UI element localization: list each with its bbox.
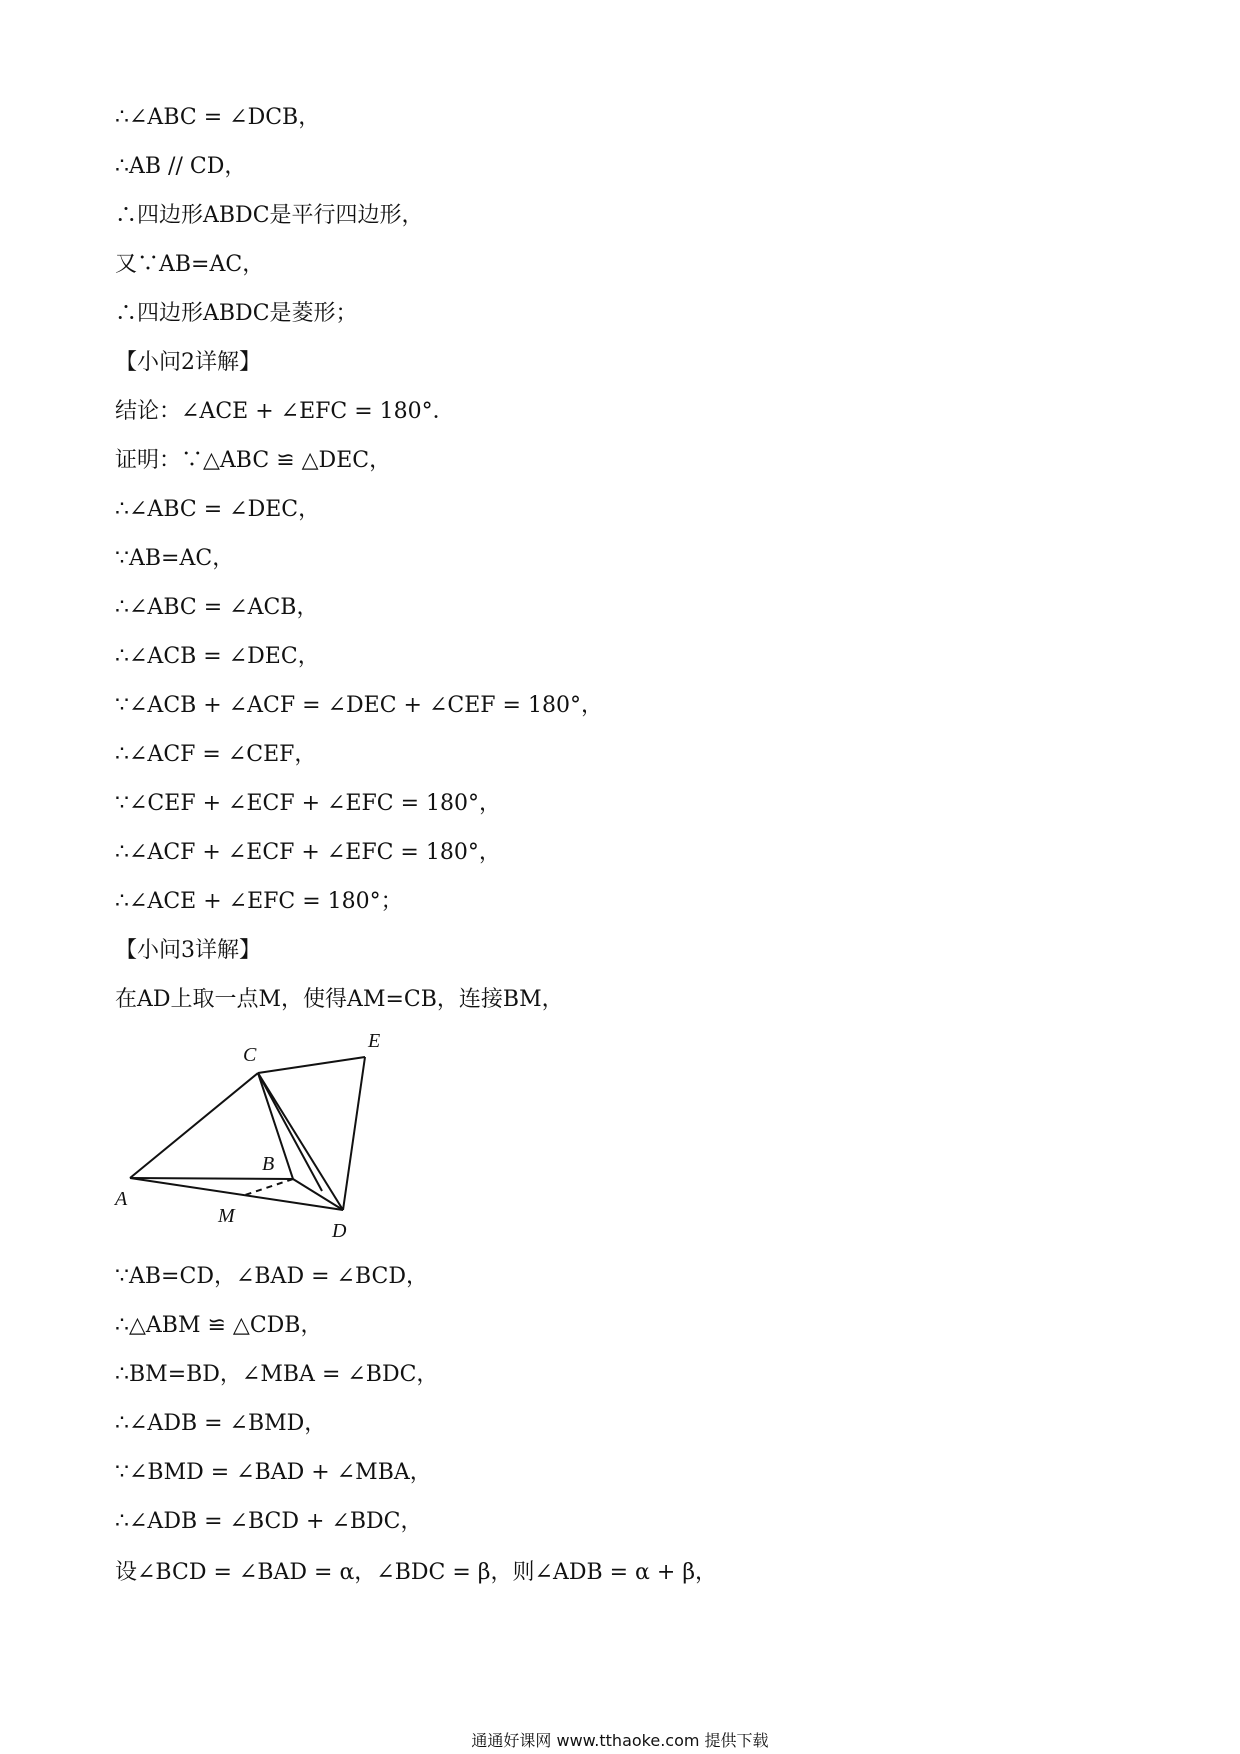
- text-line-17: ∴∠ACE + ∠EFC = 180°；: [115, 889, 403, 914]
- page-footer: 通通好课网 www.tthaoke.com 提供下载: [471, 1731, 769, 1750]
- text-line-2: ∴AB // CD，: [115, 154, 247, 179]
- label-b: B: [262, 1153, 275, 1175]
- segment-bm-dashed: [245, 1179, 293, 1195]
- text-line-12: ∴∠ACB = ∠DEC，: [115, 644, 320, 669]
- text-line-8: 证明：∵△ABC ≌ △DEC，: [115, 448, 392, 473]
- segment-ce: [258, 1057, 365, 1073]
- segment-cd: [258, 1073, 343, 1210]
- segment-ac: [130, 1073, 258, 1178]
- text-line-25: ∴∠ADB = ∠BCD + ∠BDC，: [115, 1509, 423, 1534]
- text-line-21: ∴△ABM ≌ △CDB，: [115, 1313, 323, 1338]
- text-line-3: ∴四边形ABDC是平行四边形，: [115, 203, 424, 228]
- text-line-7: 结论：∠ACE + ∠EFC = 180°．: [115, 399, 455, 424]
- text-line-11: ∴∠ABC = ∠ACB，: [115, 595, 319, 620]
- text-line-23: ∴∠ADB = ∠BMD，: [115, 1411, 327, 1436]
- label-m: M: [218, 1205, 235, 1227]
- text-line-9: ∴∠ABC = ∠DEC，: [115, 497, 321, 522]
- text-line-4: 又∵AB=AC，: [115, 252, 265, 277]
- text-line-24: ∵∠BMD = ∠BAD + ∠MBA，: [115, 1460, 432, 1485]
- section-heading-3: 【小问3详解】: [115, 938, 261, 963]
- text-line-16: ∴∠ACF + ∠ECF + ∠EFC = 180°，: [115, 840, 501, 865]
- label-a: A: [115, 1188, 128, 1210]
- text-line-15: ∵∠CEF + ∠ECF + ∠EFC = 180°，: [115, 791, 502, 816]
- text-line-5: ∴四边形ABDC是菱形；: [115, 301, 358, 326]
- text-line-14: ∴∠ACF = ∠CEF，: [115, 742, 317, 767]
- text-line-22: ∴BM=BD，∠MBA = ∠BDC，: [115, 1362, 439, 1387]
- geometry-figure: [110, 1025, 410, 1240]
- text-line-20: ∵AB=CD，∠BAD = ∠BCD，: [115, 1264, 428, 1289]
- label-d: D: [332, 1220, 347, 1240]
- text-line-10: ∵AB=AC，: [115, 546, 235, 571]
- segment-ab: [130, 1178, 293, 1179]
- text-line-19: 在AD上取一点M，使得AM=CB，连接BM，: [115, 987, 564, 1012]
- text-line-13: ∵∠ACB + ∠ACF = ∠DEC + ∠CEF = 180°，: [115, 693, 603, 718]
- segment-ed: [343, 1057, 365, 1210]
- label-c: C: [243, 1044, 257, 1066]
- section-heading-2: 【小问2详解】: [115, 350, 261, 375]
- text-line-26: 设∠BCD = ∠BAD = α，∠BDC = β，则∠ADB = α + β，: [115, 1560, 718, 1585]
- segment-ad: [130, 1178, 343, 1210]
- text-line-1: ∴∠ABC = ∠DCB，: [115, 105, 321, 130]
- label-e: E: [368, 1030, 381, 1052]
